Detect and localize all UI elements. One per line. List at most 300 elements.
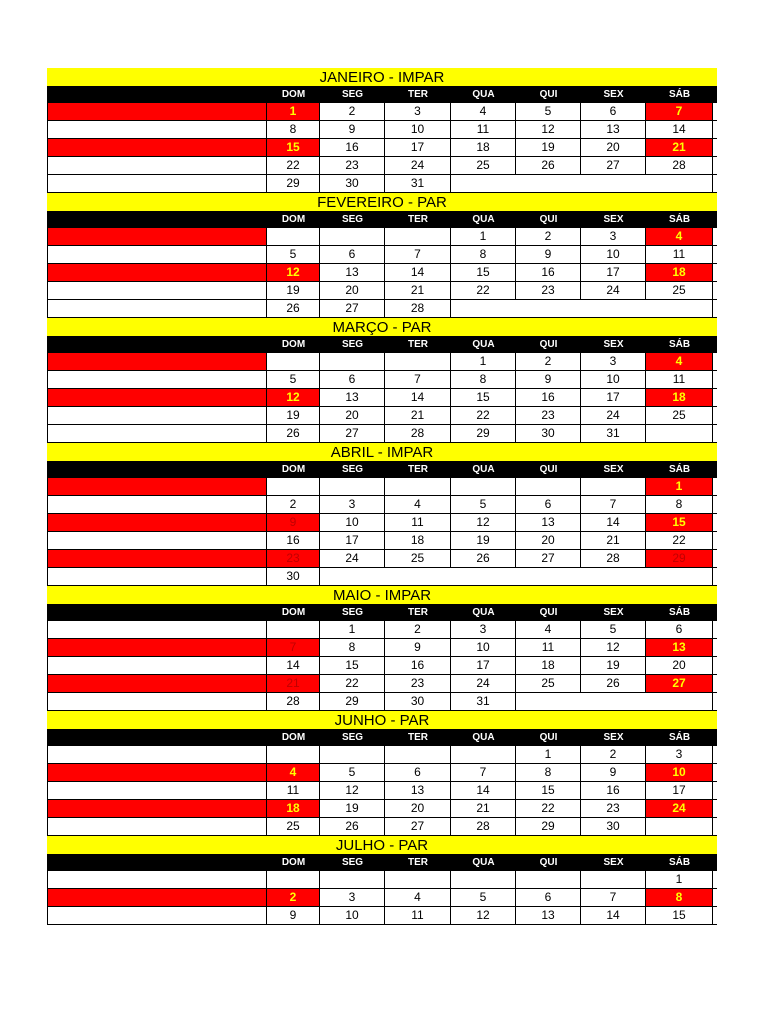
day-cell: 14 (581, 907, 646, 924)
day-cell: 8 (451, 371, 516, 388)
row-label-cell (47, 746, 267, 763)
day-cell: 4 (385, 889, 451, 906)
weekday-label: DOM (281, 214, 306, 225)
day-cell: 30 (385, 693, 451, 710)
day-cell: 30 (581, 818, 646, 835)
day-cell (320, 871, 385, 888)
day-cell: 5 (451, 889, 516, 906)
header-spacer (47, 86, 267, 103)
weekday-label: QUA (472, 732, 495, 743)
day-cell: 14 (385, 389, 451, 406)
weekday-label: DOM (281, 89, 306, 100)
weekday-label: DOM (281, 464, 306, 475)
row-label-cell (47, 228, 267, 245)
day-cell: 21 (385, 407, 451, 424)
day-cell: 9 (267, 514, 320, 531)
header-spacer (47, 211, 267, 228)
day-cell (581, 693, 646, 710)
week-row (47, 800, 717, 818)
row-label-cell (47, 300, 267, 317)
day-cell: 15 (516, 782, 581, 799)
day-cell: 15 (320, 657, 385, 674)
day-cell: 4 (516, 621, 581, 638)
weekday-label: QUA (472, 339, 495, 350)
row-label-cell (47, 764, 267, 781)
day-cell (581, 568, 646, 585)
day-cell: 21 (385, 282, 451, 299)
week-row (47, 568, 717, 586)
row-label-cell (47, 496, 267, 513)
row-label-cell (47, 389, 267, 406)
day-cell: 29 (646, 550, 713, 567)
day-cell: 17 (646, 782, 713, 799)
day-cell (385, 228, 451, 245)
weekday-header (47, 461, 717, 478)
day-cell: 13 (516, 907, 581, 924)
row-label-cell (47, 264, 267, 281)
day-cell: 17 (581, 264, 646, 281)
weekday-label: QUA (472, 464, 495, 475)
day-cell: 22 (451, 407, 516, 424)
weekday-label: SEG (341, 464, 364, 475)
week-row (47, 121, 717, 139)
week-row (47, 889, 717, 907)
day-cell: 19 (267, 407, 320, 424)
weekday-label: QUI (539, 214, 558, 225)
week-row (47, 782, 717, 800)
day-cell: 15 (451, 264, 516, 281)
day-cell: 12 (451, 514, 516, 531)
day-cell: 2 (267, 889, 320, 906)
month-title: JULHO - PAR (47, 836, 717, 854)
day-cell: 16 (320, 139, 385, 156)
day-cell: 11 (516, 639, 581, 656)
day-cell: 23 (516, 407, 581, 424)
day-cell: 10 (581, 246, 646, 263)
month-block (47, 711, 717, 836)
day-cell: 3 (320, 889, 385, 906)
day-cell: 9 (581, 764, 646, 781)
day-cell: 3 (385, 103, 451, 120)
day-cell: 6 (581, 103, 646, 120)
week-row (47, 532, 717, 550)
week-row (47, 639, 717, 657)
day-cell: 16 (516, 389, 581, 406)
day-cell: 28 (451, 818, 516, 835)
day-cell: 25 (646, 407, 713, 424)
day-cell: 10 (646, 764, 713, 781)
week-row (47, 389, 717, 407)
day-cell (516, 693, 581, 710)
day-cell: 18 (385, 532, 451, 549)
row-label-cell (47, 871, 267, 888)
weekday-label: TER (408, 464, 428, 475)
day-cell: 20 (385, 800, 451, 817)
row-label-cell (47, 246, 267, 263)
week-row (47, 264, 717, 282)
day-cell: 2 (516, 228, 581, 245)
day-cell: 23 (267, 550, 320, 567)
day-cell (581, 478, 646, 495)
row-label-cell (47, 568, 267, 585)
weekday-label: SEG (341, 89, 364, 100)
day-cell: 7 (385, 246, 451, 263)
day-cell: 2 (581, 746, 646, 763)
day-cell: 25 (385, 550, 451, 567)
weekday-header (47, 854, 717, 871)
weekday-label: DOM (281, 607, 306, 618)
day-cell: 28 (267, 693, 320, 710)
day-cell: 17 (320, 532, 385, 549)
row-label-cell (47, 889, 267, 906)
day-cell: 21 (581, 532, 646, 549)
day-cell: 15 (451, 389, 516, 406)
day-cell: 15 (646, 907, 713, 924)
weekday-label: SÁB (668, 607, 691, 618)
row-label-cell (47, 353, 267, 370)
day-cell (385, 478, 451, 495)
day-cell: 5 (267, 246, 320, 263)
day-cell: 5 (516, 103, 581, 120)
weekday-label: SEX (603, 607, 624, 618)
row-label-cell (47, 478, 267, 495)
month-title: JUNHO - PAR (47, 711, 717, 729)
week-row (47, 675, 717, 693)
day-cell: 7 (646, 103, 713, 120)
day-cell: 18 (646, 264, 713, 281)
month-block (47, 586, 717, 711)
day-cell: 9 (320, 121, 385, 138)
header-spacer (47, 729, 267, 746)
weekday-label: DOM (281, 857, 306, 868)
day-cell: 3 (451, 621, 516, 638)
day-cell: 11 (646, 371, 713, 388)
week-row (47, 282, 717, 300)
day-cell: 27 (581, 157, 646, 174)
day-cell: 15 (267, 139, 320, 156)
day-cell: 17 (385, 139, 451, 156)
day-cell: 1 (451, 228, 516, 245)
week-row (47, 228, 717, 246)
month-block (47, 68, 717, 193)
week-row (47, 425, 717, 443)
day-cell: 7 (581, 496, 646, 513)
calendar-sheet (47, 68, 717, 925)
day-cell: 6 (516, 889, 581, 906)
day-cell (320, 478, 385, 495)
day-cell: 31 (451, 693, 516, 710)
header-spacer (47, 336, 267, 353)
day-cell: 13 (646, 639, 713, 656)
day-cell (646, 175, 713, 192)
day-cell: 26 (451, 550, 516, 567)
day-cell: 16 (267, 532, 320, 549)
week-row (47, 371, 717, 389)
day-cell: 19 (267, 282, 320, 299)
day-cell: 13 (385, 782, 451, 799)
row-label-cell (47, 175, 267, 192)
row-label-cell (47, 514, 267, 531)
weekday-label: SÁB (668, 339, 691, 350)
day-cell: 6 (385, 764, 451, 781)
day-cell: 7 (385, 371, 451, 388)
day-cell: 13 (581, 121, 646, 138)
row-label-cell (47, 550, 267, 567)
day-cell (516, 871, 581, 888)
week-row (47, 764, 717, 782)
day-cell: 14 (267, 657, 320, 674)
day-cell: 28 (646, 157, 713, 174)
weekday-label: QUI (539, 464, 558, 475)
day-cell: 9 (267, 907, 320, 924)
day-cell: 4 (385, 496, 451, 513)
day-cell (451, 300, 516, 317)
row-label-cell (47, 800, 267, 817)
day-cell: 23 (385, 675, 451, 692)
day-cell: 10 (581, 371, 646, 388)
day-cell: 11 (646, 246, 713, 263)
weekday-label: TER (408, 607, 428, 618)
day-cell: 26 (267, 300, 320, 317)
day-cell: 20 (646, 657, 713, 674)
day-cell (646, 568, 713, 585)
day-cell: 8 (646, 889, 713, 906)
day-cell: 3 (581, 228, 646, 245)
weekday-label: SEX (603, 339, 624, 350)
day-cell: 3 (581, 353, 646, 370)
day-cell: 25 (451, 157, 516, 174)
weekday-label: SEX (603, 214, 624, 225)
day-cell: 4 (646, 228, 713, 245)
week-row (47, 907, 717, 925)
weekday-label: QUA (472, 857, 495, 868)
day-cell (451, 746, 516, 763)
day-cell: 6 (516, 496, 581, 513)
day-cell: 28 (581, 550, 646, 567)
day-cell: 10 (320, 514, 385, 531)
row-label-cell (47, 657, 267, 674)
day-cell: 8 (451, 246, 516, 263)
weekday-label: QUI (539, 89, 558, 100)
weekday-label: QUI (539, 607, 558, 618)
day-cell: 7 (267, 639, 320, 656)
weekday-header (47, 86, 717, 103)
week-row (47, 514, 717, 532)
weekday-label: SÁB (668, 89, 691, 100)
day-cell: 27 (320, 425, 385, 442)
weekday-label: SEG (341, 339, 364, 350)
day-cell: 12 (267, 264, 320, 281)
day-cell: 8 (267, 121, 320, 138)
day-cell: 27 (516, 550, 581, 567)
day-cell: 12 (516, 121, 581, 138)
day-cell (385, 353, 451, 370)
day-cell (516, 300, 581, 317)
day-cell: 12 (320, 782, 385, 799)
weekday-label: SÁB (668, 732, 691, 743)
day-cell: 22 (267, 157, 320, 174)
day-cell: 5 (267, 371, 320, 388)
day-cell: 16 (516, 264, 581, 281)
month-block (47, 443, 717, 586)
day-cell: 7 (451, 764, 516, 781)
weekday-label: SEX (603, 732, 624, 743)
row-label-cell (47, 157, 267, 174)
day-cell: 30 (516, 425, 581, 442)
day-cell: 2 (385, 621, 451, 638)
day-cell: 21 (267, 675, 320, 692)
day-cell: 20 (320, 282, 385, 299)
day-cell: 17 (581, 389, 646, 406)
day-cell: 20 (320, 407, 385, 424)
header-spacer (47, 604, 267, 621)
day-cell: 24 (451, 675, 516, 692)
month-block (47, 836, 717, 925)
weekday-label: TER (408, 339, 428, 350)
day-cell: 3 (320, 496, 385, 513)
day-cell: 27 (320, 300, 385, 317)
day-cell: 6 (320, 371, 385, 388)
day-cell: 10 (385, 121, 451, 138)
day-cell (267, 621, 320, 638)
day-cell: 26 (320, 818, 385, 835)
day-cell (320, 568, 385, 585)
week-row (47, 353, 717, 371)
week-row (47, 300, 717, 318)
day-cell (267, 871, 320, 888)
day-cell: 17 (451, 657, 516, 674)
day-cell (646, 693, 713, 710)
day-cell: 22 (516, 800, 581, 817)
weekday-label: QUA (472, 89, 495, 100)
weekday-header (47, 211, 717, 228)
day-cell: 19 (320, 800, 385, 817)
row-label-cell (47, 103, 267, 120)
day-cell (451, 871, 516, 888)
week-row (47, 818, 717, 836)
weekday-label: DOM (281, 339, 306, 350)
day-cell: 12 (581, 639, 646, 656)
weekday-label: DOM (281, 732, 306, 743)
row-label-cell (47, 139, 267, 156)
weekday-label: SÁB (668, 214, 691, 225)
day-cell: 19 (581, 657, 646, 674)
week-row (47, 657, 717, 675)
weekday-label: QUI (539, 339, 558, 350)
week-row (47, 139, 717, 157)
day-cell: 1 (516, 746, 581, 763)
day-cell: 31 (581, 425, 646, 442)
weekday-header (47, 604, 717, 621)
day-cell (267, 746, 320, 763)
day-cell: 1 (646, 478, 713, 495)
row-label-cell (47, 907, 267, 924)
day-cell: 9 (385, 639, 451, 656)
day-cell: 20 (516, 532, 581, 549)
week-row (47, 407, 717, 425)
day-cell: 2 (516, 353, 581, 370)
week-row (47, 871, 717, 889)
day-cell: 25 (267, 818, 320, 835)
day-cell: 1 (267, 103, 320, 120)
day-cell: 31 (385, 175, 451, 192)
day-cell: 12 (451, 907, 516, 924)
row-label-cell (47, 782, 267, 799)
weekday-header (47, 336, 717, 353)
day-cell: 16 (385, 657, 451, 674)
day-cell: 25 (646, 282, 713, 299)
month-title: ABRIL - IMPAR (47, 443, 717, 461)
week-row (47, 157, 717, 175)
day-cell: 30 (267, 568, 320, 585)
day-cell: 9 (516, 371, 581, 388)
day-cell: 29 (451, 425, 516, 442)
day-cell: 4 (646, 353, 713, 370)
day-cell: 26 (267, 425, 320, 442)
header-spacer (47, 854, 267, 871)
weekday-label: SEG (341, 607, 364, 618)
day-cell (451, 175, 516, 192)
day-cell: 6 (320, 246, 385, 263)
day-cell: 13 (516, 514, 581, 531)
row-label-cell (47, 675, 267, 692)
month-title: FEVEREIRO - PAR (47, 193, 717, 211)
day-cell: 24 (385, 157, 451, 174)
day-cell (320, 353, 385, 370)
day-cell: 28 (385, 425, 451, 442)
week-row (47, 621, 717, 639)
day-cell: 1 (320, 621, 385, 638)
row-label-cell (47, 621, 267, 638)
month-title: MARÇO - PAR (47, 318, 717, 336)
day-cell: 23 (320, 157, 385, 174)
day-cell: 8 (516, 764, 581, 781)
day-cell: 2 (320, 103, 385, 120)
day-cell (267, 228, 320, 245)
day-cell (320, 228, 385, 245)
weekday-label: TER (408, 214, 428, 225)
day-cell: 14 (451, 782, 516, 799)
weekday-header (47, 729, 717, 746)
day-cell: 27 (646, 675, 713, 692)
day-cell: 26 (516, 157, 581, 174)
day-cell: 23 (516, 282, 581, 299)
day-cell: 23 (581, 800, 646, 817)
weekday-label: QUI (539, 857, 558, 868)
day-cell: 22 (646, 532, 713, 549)
day-cell (646, 818, 713, 835)
weekday-label: QUI (539, 732, 558, 743)
day-cell: 7 (581, 889, 646, 906)
day-cell: 18 (451, 139, 516, 156)
day-cell: 11 (385, 514, 451, 531)
day-cell (581, 175, 646, 192)
day-cell: 6 (646, 621, 713, 638)
day-cell: 24 (646, 800, 713, 817)
day-cell (385, 871, 451, 888)
weekday-label: TER (408, 732, 428, 743)
day-cell: 5 (451, 496, 516, 513)
day-cell: 12 (267, 389, 320, 406)
day-cell: 19 (451, 532, 516, 549)
week-row (47, 496, 717, 514)
month-block (47, 193, 717, 318)
day-cell (385, 568, 451, 585)
weekday-label: TER (408, 89, 428, 100)
day-cell: 14 (581, 514, 646, 531)
weekday-label: SEX (603, 464, 624, 475)
day-cell: 29 (516, 818, 581, 835)
